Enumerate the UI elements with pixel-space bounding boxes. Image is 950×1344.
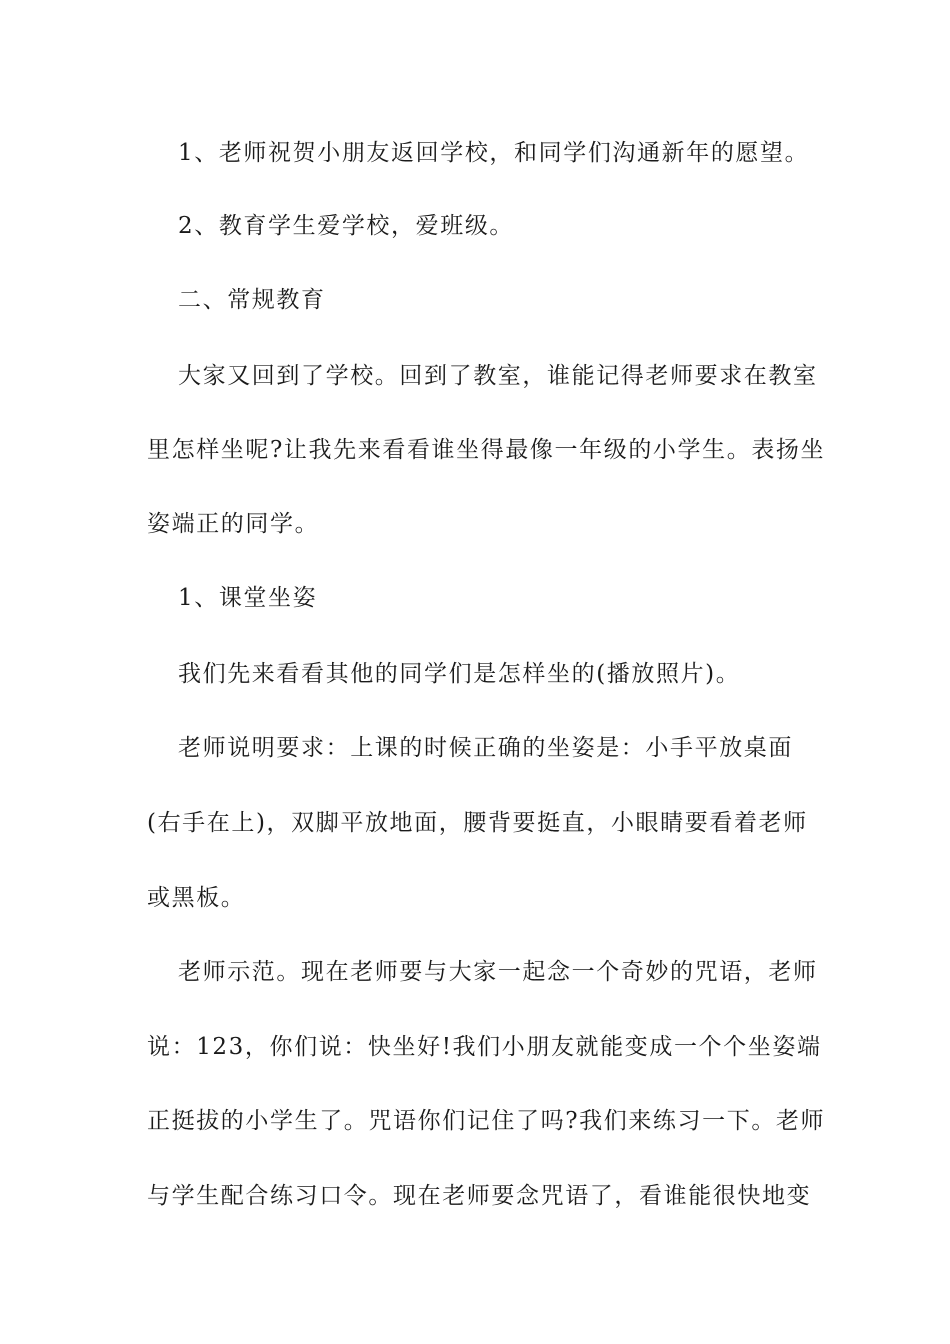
paragraph-line-1: 1、老师祝贺小朋友返回学校，和同学们沟通新年的愿望。: [178, 140, 810, 166]
subsection-heading: 1、课堂坐姿: [178, 585, 318, 611]
paragraph-line-4: 大家又回到了学校。回到了教室，谁能记得老师要求在教室: [178, 363, 818, 389]
paragraph-line-2: 2、教育学生爱学校，爱班级。: [178, 213, 515, 239]
paragraph-line-8: 我们先来看看其他的同学们是怎样坐的(播放照片)。: [178, 661, 741, 687]
paragraph-line-10: (右手在上)，双脚平放地面，腰背要挺直，小眼睛要看着老师: [147, 810, 808, 836]
paragraph-line-5: 里怎样坐呢?让我先来看看谁坐得最像一年级的小学生。表扬坐: [147, 437, 826, 463]
paragraph-line-11: 或黑板。: [147, 885, 246, 911]
paragraph-line-12: 老师示范。现在老师要与大家一起念一个奇妙的咒语，老师: [178, 959, 818, 985]
paragraph-line-13: 说：123，你们说：快坐好!我们小朋友就能变成一个个坐姿端: [147, 1034, 822, 1060]
paragraph-line-9: 老师说明要求：上课的时候正确的坐姿是：小手平放桌面: [178, 735, 793, 761]
paragraph-line-6: 姿端正的同学。: [147, 511, 320, 537]
paragraph-line-14: 正挺拔的小学生了。咒语你们记住了吗?我们来练习一下。老师: [147, 1108, 826, 1134]
section-heading: 二、常规教育: [178, 287, 326, 313]
paragraph-line-15: 与学生配合练习口令。现在老师要念咒语了，看谁能很快地变: [147, 1183, 812, 1209]
